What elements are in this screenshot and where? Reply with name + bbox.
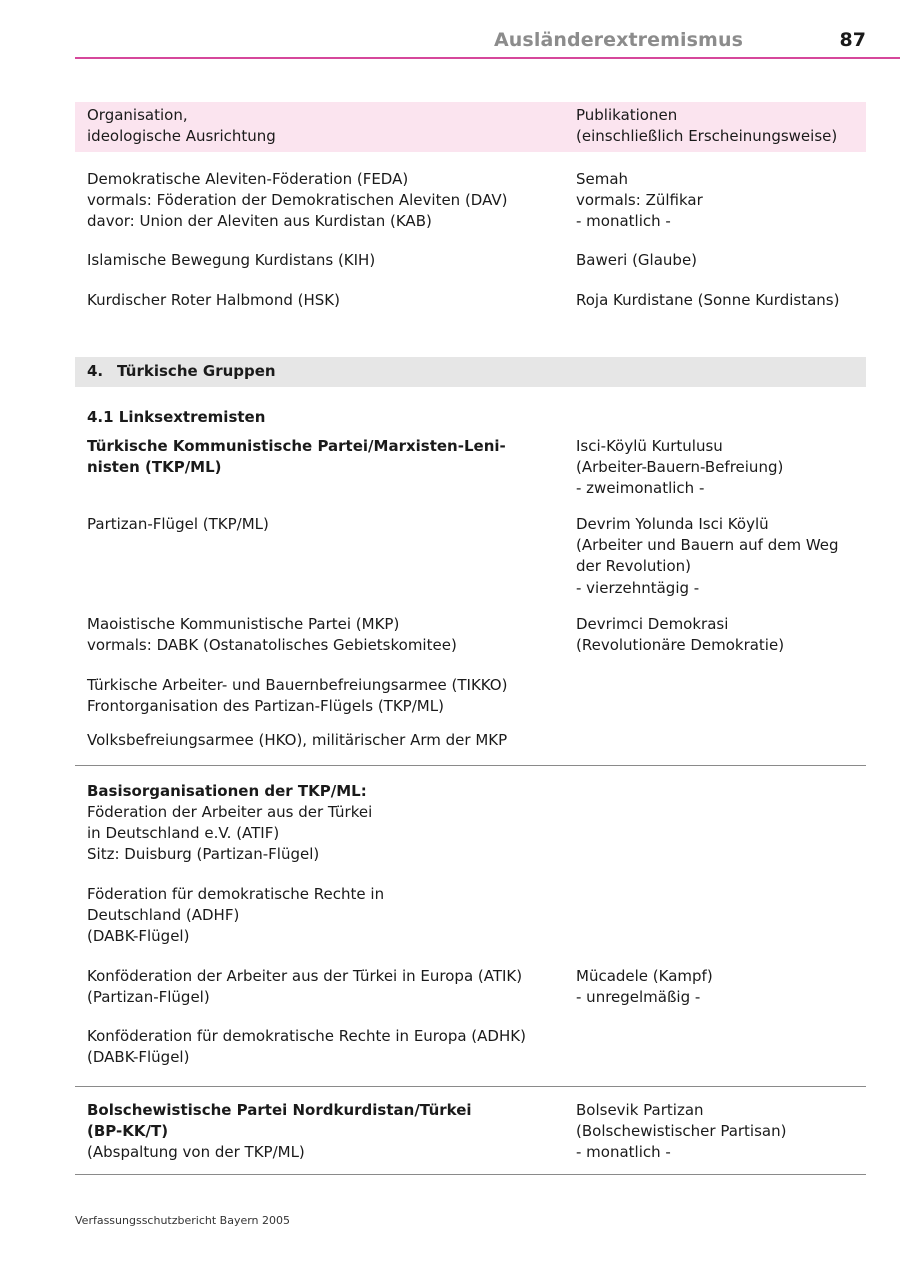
org-feda: Demokratische Aleviten-Föderation (FEDA) vormals: Föderation der Demokratischen Aleviten (DAV) davor: Union der Aleviten aus Kurdistan (KAB) — [87, 170, 508, 231]
base-orgs-heading: Basisorganisationen der TKP/ML: — [87, 782, 367, 800]
table-header-organisation: Organisation, ideologische Ausrichtung — [87, 106, 276, 146]
header-rule — [75, 57, 900, 59]
org-adhk: Konföderation für demokratische Rechte in Europa (ADHK) (DABK-Flügel) — [87, 1027, 526, 1067]
pub-feda: Semah vormals: Zülfikar - monatlich - — [576, 170, 703, 231]
org-adhf: Föderation für demokratische Rechte in Deutschland (ADHF) (DABK-Flügel) — [87, 885, 385, 946]
pub-atik: Mücadele (Kampf) - unregelmäßig - — [576, 967, 713, 1007]
running-header-title: Ausländerextremismus — [494, 29, 743, 51]
org-tikko: Türkische Arbeiter- und Bauernbefreiungsarmee (TIKKO) Frontorganisation des Partizan-Flügels (TKP/ML) — [87, 676, 508, 716]
org-tkp-ml: Türkische Kommunistische Partei/Marxisten-Leni- nisten (TKP/ML) — [87, 437, 506, 477]
divider-2 — [75, 1086, 866, 1087]
page-number: 87 — [839, 29, 866, 51]
page-footer: Verfassungsschutzbericht Bayern 2005 — [75, 1214, 291, 1227]
org-atif: Föderation der Arbeiter aus der Türkei in Deutschland e.V. (ATIF) Sitz: Duisburg (Partizan-Flügel) — [87, 803, 373, 864]
section-number: 4. — [87, 362, 104, 380]
table-header-publications: Publikationen (einschließlich Erscheinungsweise) — [576, 106, 838, 146]
subsection-title: 4.1 Linksextremisten — [87, 408, 266, 426]
pub-hsk: Roja Kurdistane (Sonne Kurdistans) — [576, 291, 840, 309]
org-partizan: Partizan-Flügel (TKP/ML) — [87, 515, 269, 533]
divider-3 — [75, 1174, 866, 1175]
divider-1 — [75, 765, 866, 766]
pub-bp-kkt: Bolsevik Partizan (Bolschewistischer Partisan) - monatlich - — [576, 1101, 787, 1162]
org-mkp: Maoistische Kommunistische Partei (MKP) vormals: DABK (Ostanatolisches Gebietskomitee) — [87, 615, 457, 655]
section-title: Türkische Gruppen — [117, 362, 276, 380]
org-atik: Konföderation der Arbeiter aus der Türkei in Europa (ATIK) (Partizan-Flügel) — [87, 967, 523, 1007]
pub-mkp: Devrimci Demokrasi (Revolutionäre Demokratie) — [576, 615, 785, 655]
pub-tkp-ml: Isci-Köylü Kurtulusu (Arbeiter-Bauern-Befreiung) - zweimonatlich - — [576, 437, 784, 498]
org-kih: Islamische Bewegung Kurdistans (KIH) — [87, 251, 376, 269]
org-hsk: Kurdischer Roter Halbmond (HSK) — [87, 291, 340, 309]
org-hko: Volksbefreiungsarmee (HKO), militärischer Arm der MKP — [87, 731, 508, 749]
org-bp-kkt: Bolschewistische Partei Nordkurdistan/Türkei (BP-KK/T) — [87, 1101, 472, 1141]
pub-kih: Baweri (Glaube) — [576, 251, 698, 269]
pub-partizan: Devrim Yolunda Isci Köylü (Arbeiter und Bauern auf dem Weg der Revolution) - vierzehntägig - — [576, 515, 839, 597]
org-bp-kkt-note: (Abspaltung von der TKP/ML) — [87, 1143, 305, 1161]
